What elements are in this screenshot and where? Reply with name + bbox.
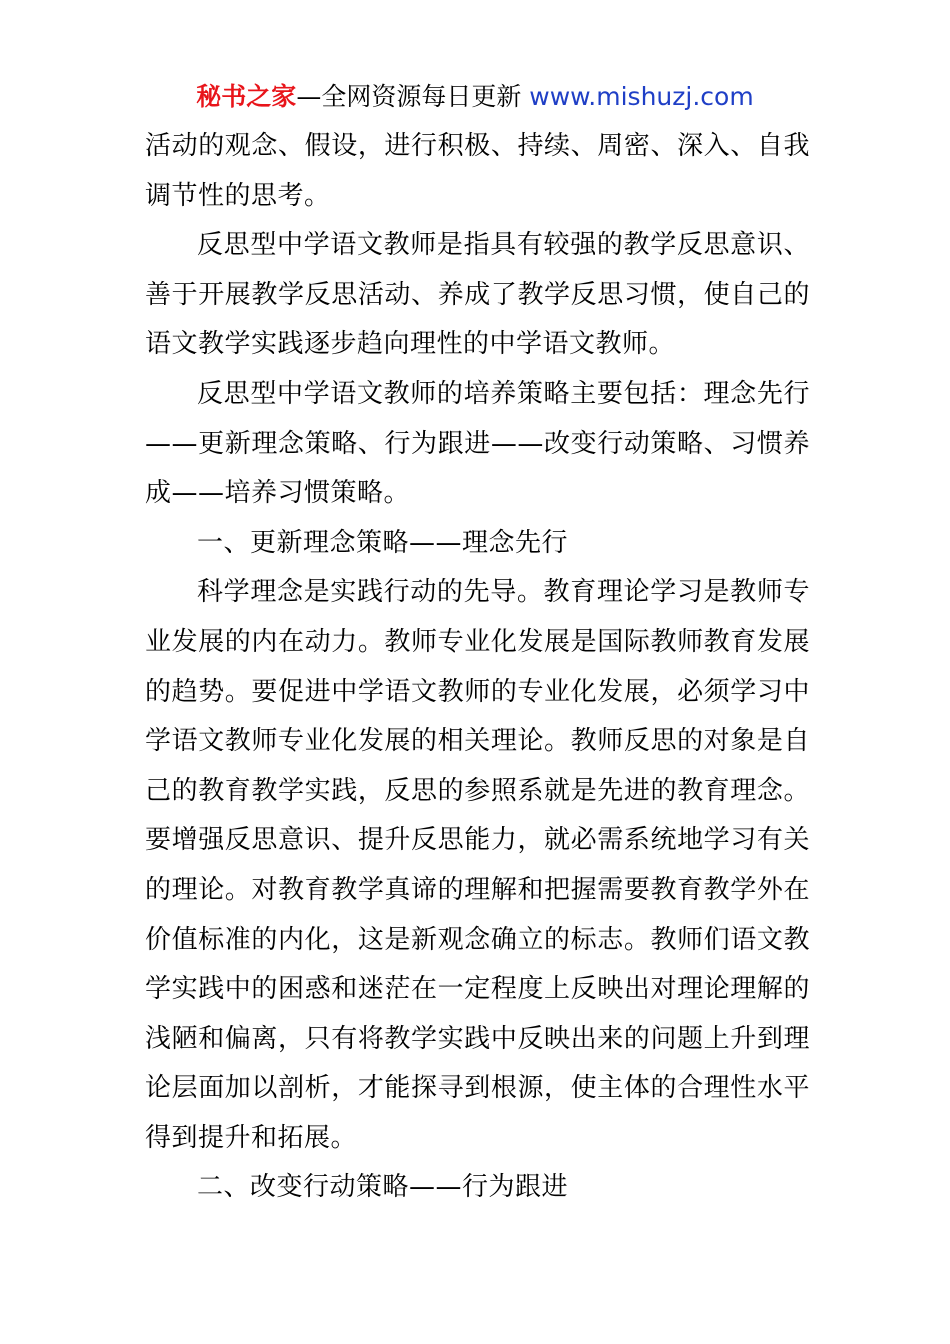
paragraph-continuation: 活动的观念、假设，进行积极、持续、周密、深入、自我调节性的思考。 <box>145 131 810 211</box>
paragraph-theory: 科学理念是实践行动的先导。教育理论学习是教师专业发展的内在动力。教师专业化发展是国际教师教育发展的趋势。要促进中学语文教师的专业化发展，必须学习中学语文教师专业化发展的相关理论。教师反思的对象是自己的教育教学实践，反思的参照系就是先进的教育理念。要增强反思意识、提升反思能力，就必需系统地学习有关的理论。对教育教学真谛的理解和把握需要教育教学外在价值标准的内化，这是新观念确立的标志。教师们语文教学实践中的困惑和迷茫在一定程度上反映出对理论理解的浅陋和偏离，只有将教学实践中反映出来的问题上升到理论层面加以剖析，才能探寻到根源，使主体的合理性水平得到提升和拓展。 <box>145 577 810 1153</box>
site-url[interactable]: www.mishuzj.com <box>529 82 754 111</box>
page-header <box>0 80 950 114</box>
site-brand: 秘书之家 <box>196 82 297 111</box>
section-heading-1: 一、更新理念策略——理念先行 <box>197 527 569 558</box>
section-heading-2: 二、改变行动策略——行为跟进 <box>197 1172 569 1203</box>
paragraph-definition: 反思型中学语文教师是指具有较强的教学反思意识、善于开展教学反思活动、养成了教学反思习惯，使自己的语文教学实践逐步趋向理性的中学语文教师。 <box>145 230 810 360</box>
site-tagline: —全网资源每日更新 <box>296 82 530 111</box>
paragraph-strategies: 反思型中学语文教师的培养策略主要包括：理念先行——更新理念策略、行为跟进——改变行动策略、习惯养成——培养习惯策略。 <box>145 378 810 509</box>
document-body <box>145 122 810 1213</box>
